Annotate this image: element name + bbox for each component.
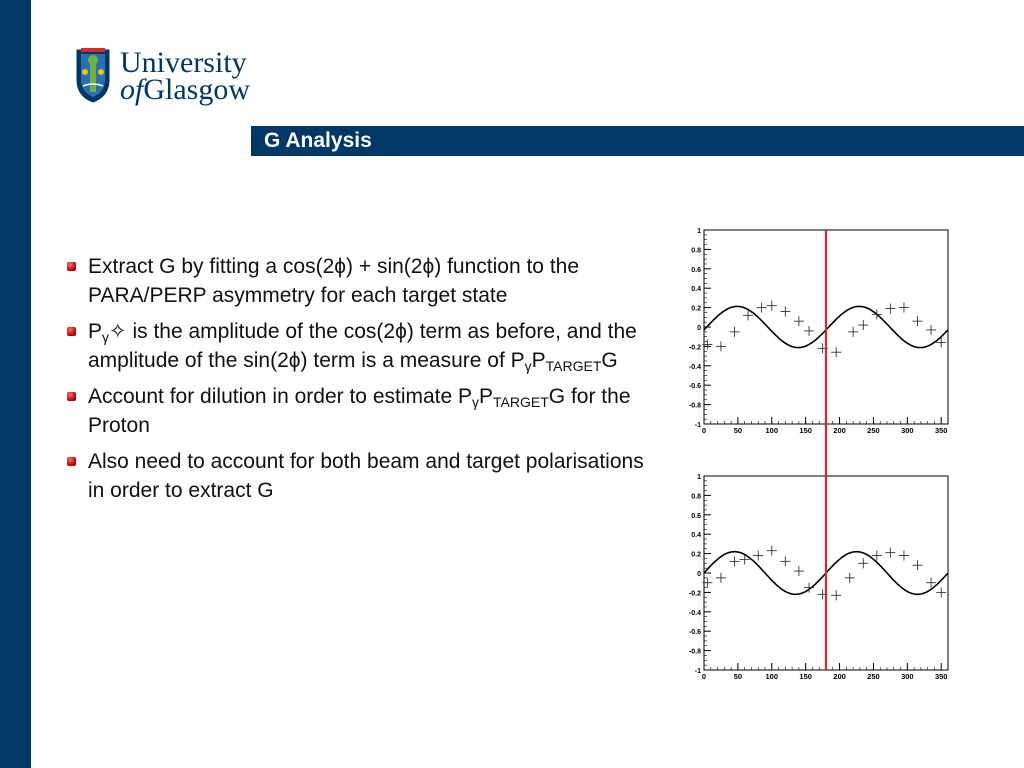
y-tick-label: -0.4 bbox=[688, 363, 701, 371]
y-tick-label: -1 bbox=[694, 668, 701, 675]
bullet-text: P bbox=[531, 349, 546, 372]
y-tick-label: -0.6 bbox=[688, 383, 701, 391]
wordmark-of: of bbox=[120, 73, 144, 106]
subscript-gamma: γ bbox=[102, 329, 110, 345]
star-glyph: ✧ bbox=[109, 320, 127, 343]
y-tick-label: 0.8 bbox=[691, 493, 701, 501]
y-tick-label: -0.2 bbox=[688, 590, 701, 598]
bullet-text: G for the Proton bbox=[88, 385, 631, 437]
y-tick-label: 0 bbox=[697, 571, 701, 578]
bullet-icon bbox=[67, 262, 76, 271]
university-wordmark-line2 bbox=[120, 75, 250, 105]
y-tick-label: -0.2 bbox=[688, 344, 701, 352]
page-title: G Analysis bbox=[264, 129, 372, 152]
y-tick-label: -0.8 bbox=[688, 648, 701, 656]
y-tick-label: 0.4 bbox=[691, 286, 701, 294]
x-tick-label: 250 bbox=[867, 672, 880, 681]
y-tick-label: 0.8 bbox=[691, 247, 701, 255]
x-tick-label: 50 bbox=[733, 426, 743, 435]
bullet-icon bbox=[67, 457, 76, 466]
phi-glyph: ϕ) bbox=[288, 349, 308, 372]
bullet-text: Also need to account for both beam and target polarisations in order to extract G bbox=[88, 450, 644, 502]
bullet-icon bbox=[67, 327, 76, 336]
y-tick-label: 0.2 bbox=[691, 305, 701, 313]
bullet-text: Account for dilution in order to estimate P bbox=[88, 385, 473, 408]
crest-icon bbox=[73, 46, 113, 106]
x-tick-label: 300 bbox=[901, 672, 914, 681]
y-tick-label: 0.2 bbox=[691, 551, 701, 559]
bullet-text: term is a measure of P bbox=[307, 349, 525, 372]
x-tick-label: 100 bbox=[765, 672, 779, 681]
x-tick-label: 200 bbox=[833, 672, 846, 681]
university-logo bbox=[73, 46, 253, 108]
wordmark-glasgow: Glasgow bbox=[143, 73, 250, 106]
y-tick-label: -0.8 bbox=[688, 402, 701, 410]
bullet-text: G bbox=[601, 349, 618, 372]
y-tick-label: 0.6 bbox=[691, 266, 701, 274]
y-tick-label: -0.6 bbox=[688, 629, 701, 637]
bullet-text: P bbox=[88, 320, 103, 343]
bullet-text: Extract G by fitting a cos(2 bbox=[88, 255, 335, 278]
subscript-gamma: γ bbox=[472, 394, 480, 410]
y-tick-label: 0.4 bbox=[691, 532, 701, 540]
bullet-text: P bbox=[479, 385, 494, 408]
subscript-target: TARGET bbox=[545, 358, 602, 374]
x-tick-label: 0 bbox=[701, 672, 707, 681]
y-tick-label: -0.4 bbox=[688, 609, 701, 617]
bullet-text: term as before, and the amplitude of the sin(2 bbox=[88, 320, 637, 372]
bullet-item bbox=[67, 382, 647, 440]
y-tick-label: 0.6 bbox=[691, 512, 701, 520]
x-tick-label: 200 bbox=[833, 426, 846, 435]
asymmetry-charts bbox=[680, 222, 960, 682]
y-tick-label: 1 bbox=[697, 474, 701, 481]
phi-glyph: ϕ) bbox=[422, 255, 442, 278]
bullet-list bbox=[67, 252, 647, 512]
x-tick-label: 300 bbox=[901, 426, 914, 435]
bullet-item bbox=[67, 252, 647, 310]
university-wordmark-line1: University bbox=[120, 46, 247, 79]
y-tick-label: 1 bbox=[697, 228, 701, 235]
x-tick-label: 350 bbox=[934, 426, 948, 435]
bullet-icon bbox=[67, 392, 76, 401]
subscript-target: TARGET bbox=[493, 394, 549, 410]
bullet-item bbox=[67, 447, 647, 505]
x-tick-label: 150 bbox=[799, 672, 812, 681]
y-tick-label: -1 bbox=[694, 422, 701, 429]
subscript-gamma: γ bbox=[524, 358, 532, 374]
bullet-text: function to the PARA/PERP asymmetry for each target state bbox=[88, 255, 580, 307]
x-tick-label: 0 bbox=[701, 426, 707, 435]
x-tick-label: 50 bbox=[733, 672, 743, 681]
y-tick-label: 0 bbox=[697, 325, 701, 332]
x-tick-label: 150 bbox=[799, 426, 812, 435]
bullet-text: + sin(2 bbox=[353, 255, 423, 278]
x-tick-label: 100 bbox=[765, 426, 779, 435]
x-tick-label: 250 bbox=[867, 426, 880, 435]
bullet-text: is the amplitude of the cos(2 bbox=[126, 320, 396, 343]
bullet-item bbox=[67, 317, 647, 375]
phi-glyph: ϕ) bbox=[395, 320, 414, 343]
left-sidebar-bar bbox=[0, 0, 31, 768]
x-tick-label: 350 bbox=[934, 672, 948, 681]
phi-glyph: ϕ) bbox=[334, 255, 354, 278]
